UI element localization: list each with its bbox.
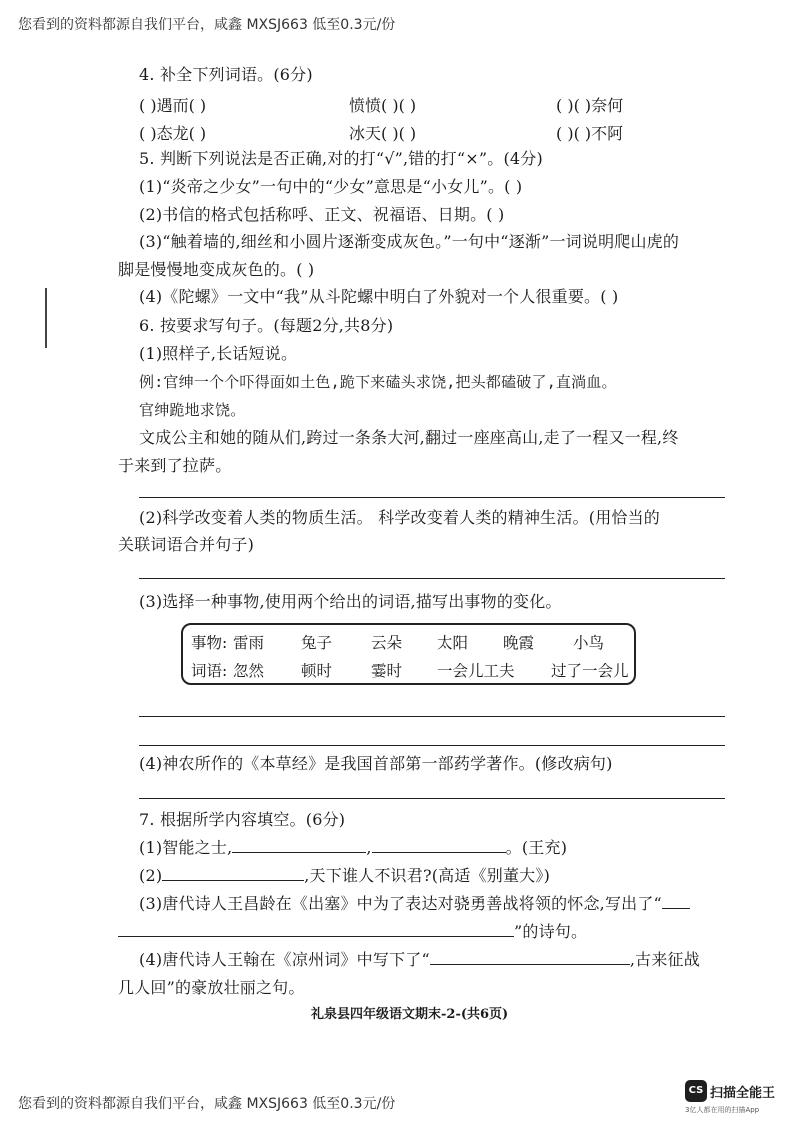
q6-s3-title: (3)选择一种事物,使用两个给出的词语,描写出事物的变化。 xyxy=(139,592,562,611)
box-things-label: 事物: xyxy=(191,634,228,652)
q6-s4: (4)神农所作的《本草经》是我国首部第一部药学著作。(修改病句) xyxy=(139,754,613,773)
q4-row1-item2: 愤愤( )( ) xyxy=(349,96,417,115)
box-thing: 兔子 xyxy=(301,634,333,652)
q6-s2-line1: (2)科学改变着人类的物质生活。 科学改变着人类的精神生活。(用恰当的 xyxy=(139,508,660,527)
answer-line-s4[interactable] xyxy=(139,798,725,799)
watermark-banner-bottom: 您看到的资料都源自我们平台，咸鑫 MXSJ663 低至0.3元/份 xyxy=(18,1096,396,1112)
q7-l3-end: ”的诗句。 xyxy=(514,922,588,941)
q5-title: 5. 判断下列说法是否正确,对的打“√”,错的打“×”。(4分) xyxy=(139,149,543,168)
blank-l3-2[interactable] xyxy=(118,922,514,937)
q7-line3 xyxy=(139,894,690,914)
q7-line4-cont: 几人回”的豪放壮丽之句。 xyxy=(118,978,305,997)
q6-s2-line2: 关联词语合并句子) xyxy=(118,535,255,554)
q6-s1-text-line2: 于来到了拉萨。 xyxy=(118,456,232,475)
blank-l2[interactable] xyxy=(162,866,304,881)
box-thing: 晚霞 xyxy=(503,634,535,652)
q7-l3-line1: (3)唐代诗人王昌龄在《出塞》中为了表达对骁勇善战将领的怀念,写出了“ xyxy=(139,894,662,913)
q5-item3: (3)“触着墙的,细丝和小圆片逐渐变成灰色。”一句中“逐渐”一词说明爬山虎的 xyxy=(139,232,680,251)
q7-l4-b: ,古来征战 xyxy=(629,950,700,969)
page-footer: 礼泉县四年级语文期末-2-(共6页) xyxy=(311,1007,509,1022)
box-thing: 小鸟 xyxy=(573,634,605,652)
box-thing: 太阳 xyxy=(437,634,469,652)
q5-item3-cont: 脚是慢慢地变成灰色的。( ) xyxy=(118,260,315,279)
q7-l2-b: ,天下谁人不识君?(高适《别董大》) xyxy=(304,866,551,885)
q6-s1-text-line1: 文成公主和她的随从们,跨过一条条大河,翻过一座座高山,走了一程又一程,终 xyxy=(139,428,679,447)
q4-row2-item2: 冰天( )( ) xyxy=(349,124,417,143)
blank-l1-1[interactable] xyxy=(232,838,366,853)
scanner-app-name: 扫描全能王 xyxy=(710,1086,776,1101)
q7-l2-a: (2) xyxy=(139,866,163,885)
scanner-app-icon: CS xyxy=(685,1080,707,1102)
q5-item2: (2)书信的格式包括称呼、正文、祝福语、日期。( ) xyxy=(139,205,505,224)
box-thing: 雷雨 xyxy=(233,634,265,652)
q4-row1-item1: ( )遇而( ) xyxy=(139,96,207,115)
watermark-banner-top: 您看到的资料都源自我们平台，咸鑫 MXSJ663 低至0.3元/份 xyxy=(18,17,396,33)
q7-line2 xyxy=(139,866,550,886)
q7-line1 xyxy=(139,838,567,858)
blank-l1-2[interactable] xyxy=(372,838,506,853)
word-choice-box xyxy=(181,623,636,685)
q7-l4-a: (4)唐代诗人王翰在《凉州词》中写下了“ xyxy=(139,950,430,969)
q6-title: 6. 按要求写句子。(每题2分,共8分) xyxy=(139,316,394,335)
blank-l3-1[interactable] xyxy=(662,894,690,909)
box-word: 一会儿工夫 xyxy=(437,662,515,680)
answer-line-s1[interactable] xyxy=(139,497,725,498)
box-word: 顿时 xyxy=(301,662,333,680)
q7-line3-cont xyxy=(118,922,587,942)
q7-title: 7. 根据所学内容填空。(6分) xyxy=(139,810,346,829)
blank-l4[interactable] xyxy=(430,950,630,965)
box-words-label: 词语: xyxy=(191,662,228,680)
q7-l1-c: 。(王充) xyxy=(505,838,568,857)
q5-item1: (1)“炎帝之少女”一句中的“少女”意思是“小女儿”。( ) xyxy=(139,177,523,196)
q4-row1-item3: ( )( )奈何 xyxy=(556,96,624,115)
scanner-logo xyxy=(685,1080,785,1118)
q4-row2-item1: ( )态龙( ) xyxy=(139,124,207,143)
q4-title: 4. 补全下列词语。(6分) xyxy=(139,65,313,84)
q6-s1-example: 例:官绅一个个吓得面如土色,跪下来磕头求饶,把头都磕破了,直淌血。 xyxy=(139,373,617,391)
answer-line-s2[interactable] xyxy=(139,578,725,579)
q7-l1-a: (1)智能之士, xyxy=(139,838,233,857)
q7-l1-b: , xyxy=(366,838,372,857)
box-word: 霎时 xyxy=(371,662,403,680)
q7-line4 xyxy=(139,950,700,970)
q6-s1-title: (1)照样子,长话短说。 xyxy=(139,344,298,363)
q4-row2-item3: ( )( )不阿 xyxy=(556,124,624,143)
answer-line-s3a[interactable] xyxy=(139,716,725,717)
box-thing: 云朵 xyxy=(371,634,403,652)
q6-s1-example-answer: 官绅跪地求饶。 xyxy=(139,401,246,419)
q5-item4: (4)《陀螺》一文中“我”从斗陀螺中明白了外貌对一个人很重要。( ) xyxy=(139,287,619,306)
scan-margin-mark xyxy=(45,288,47,348)
box-word: 过了一会儿 xyxy=(551,662,629,680)
box-word: 忽然 xyxy=(233,662,265,680)
answer-line-s3b[interactable] xyxy=(139,745,725,746)
scanner-app-tagline: 3亿人都在用的扫描App xyxy=(685,1106,760,1114)
